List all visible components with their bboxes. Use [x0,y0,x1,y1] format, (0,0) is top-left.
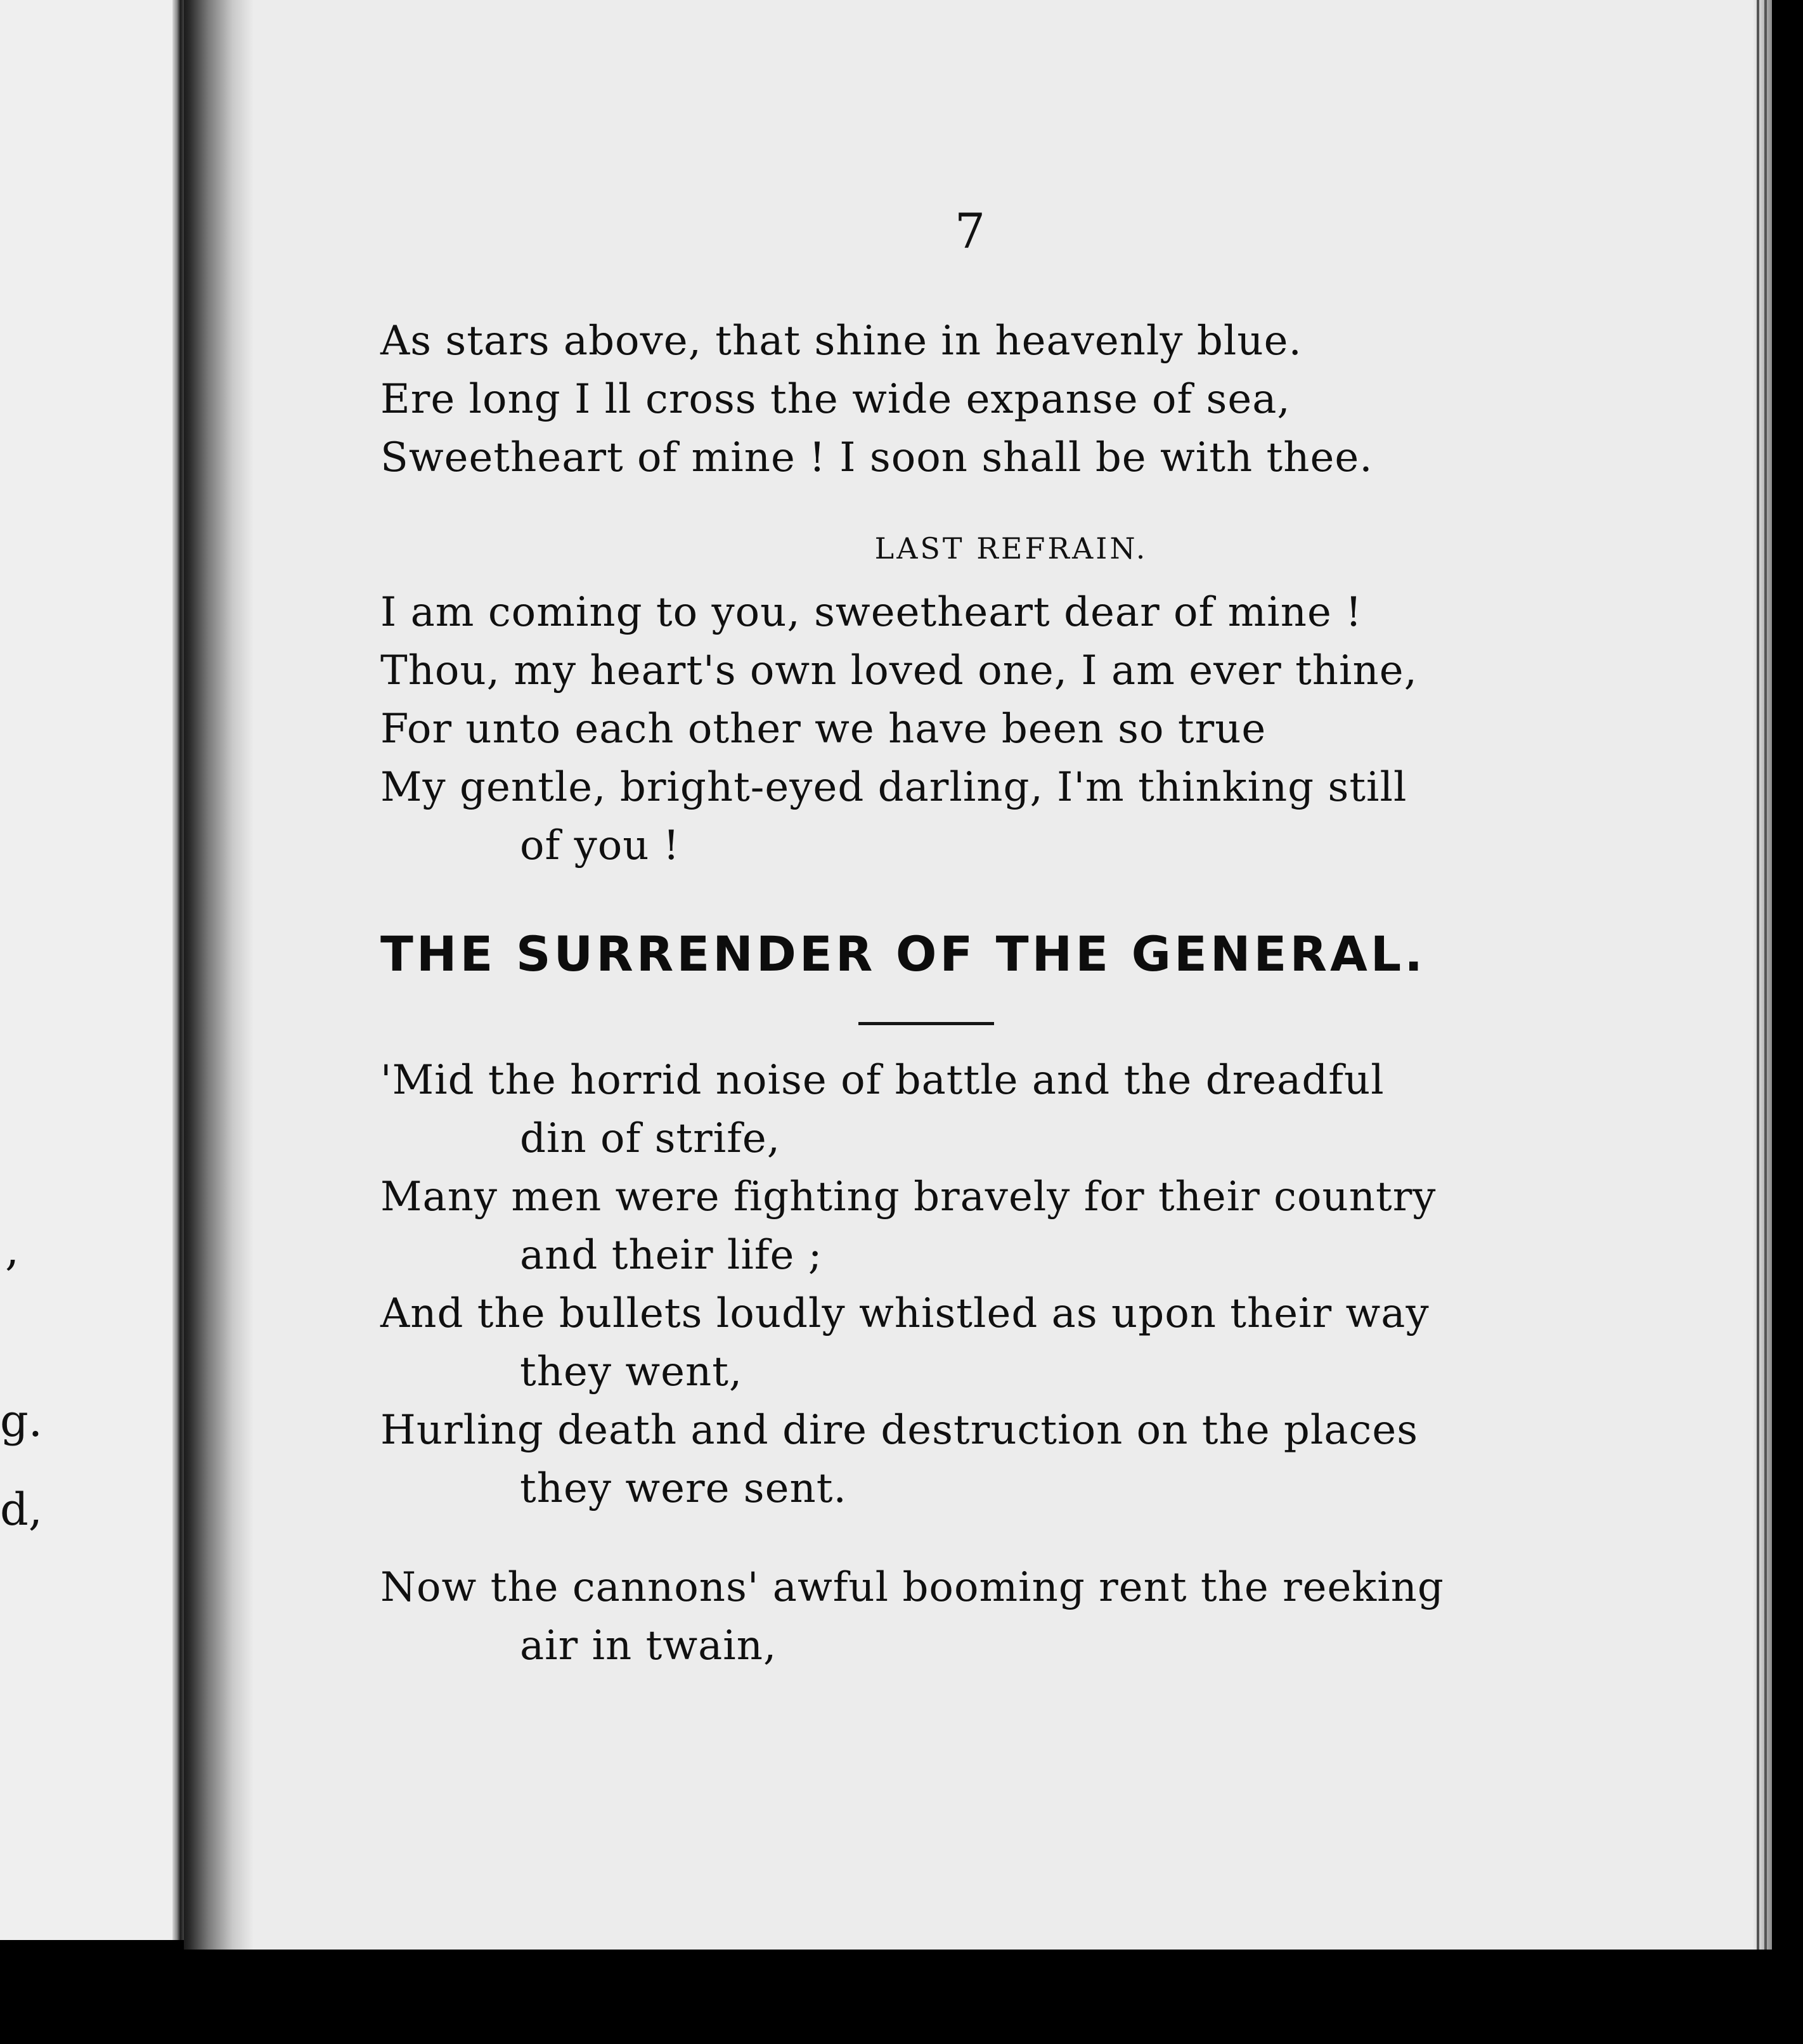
song-title: THE SURRENDER OF THE GENERAL. [380,926,1426,982]
verse-line: As stars above, that shine in heavenly blue. [380,318,1302,365]
book-page [184,0,1772,1950]
stanza-one [380,1051,1642,1518]
page-right-edge [1753,0,1772,1950]
verse-line: My gentle, bright-eyed darling, I'm thinking still [380,764,1407,811]
verse-line: din of strife, [520,1115,781,1162]
verse-line: Ere long I ll cross the wide expanse of sea, [380,376,1291,423]
verse-line: Sweetheart of mine ! I soon shall be with thee. [380,434,1373,481]
verse-line: and their life ; [520,1232,823,1279]
verse-line: For unto each other we have been so true [380,706,1267,753]
verse-line: Thou, my heart's own loved one, I am ever thine, [380,647,1418,694]
facing-page-fragment: , [5,1224,20,1276]
verse-line: air in twain, [520,1622,777,1669]
verse-line: of you ! [520,822,680,869]
refrain-heading: LAST REFRAIN. [874,531,1148,566]
facing-page-fragment: d, [0,1484,43,1536]
verse-line: And the bullets loudly whistled as upon their way [380,1290,1430,1337]
title-rule [858,1022,994,1025]
verse-line: they were sent. [520,1465,847,1512]
facing-page-binding [172,0,184,1940]
verse-line: Many men were fighting bravely for their country [380,1174,1437,1220]
verse-line: Now the cannons' awful booming rent the reeking [380,1564,1444,1611]
page-number: 7 [954,203,986,259]
verse-line: they went, [520,1349,743,1395]
refrain-verse [380,583,1642,875]
verse-line: I am coming to you, sweetheart dear of mine ! [380,589,1362,636]
opening-verse [380,312,1642,487]
verse-line: 'Mid the horrid noise of battle and the dreadful [380,1057,1385,1104]
stanza-two [380,1558,1642,1675]
gutter-shadow [184,0,254,1950]
facing-page-edge [0,0,184,1940]
facing-page-fragment: g. [0,1395,43,1447]
verse-line: Hurling death and dire destruction on the places [380,1407,1419,1454]
